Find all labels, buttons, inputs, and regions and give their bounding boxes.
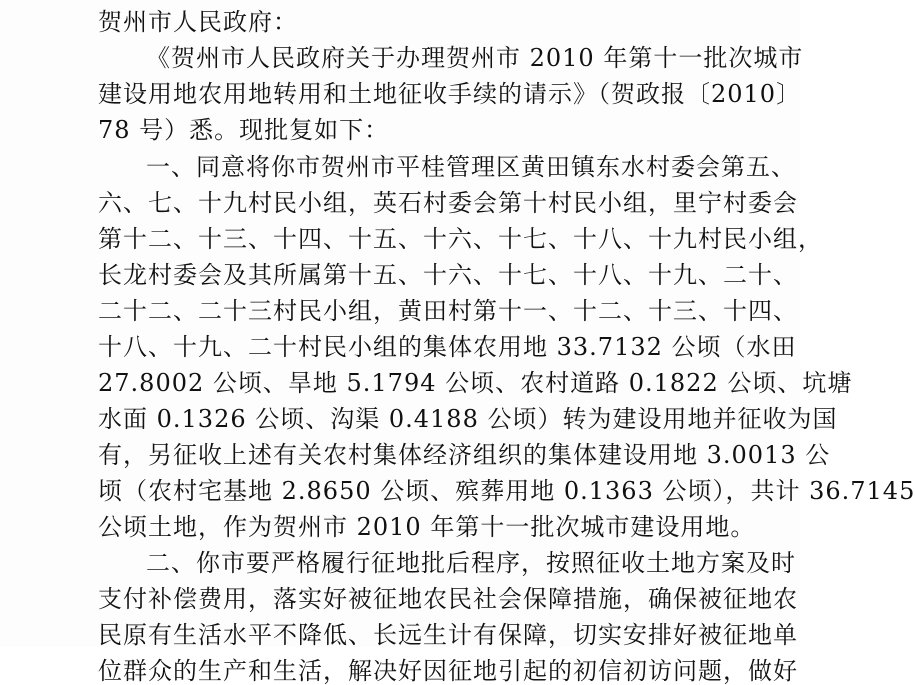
salutation-line: 贺州市人民政府： [98, 8, 298, 36]
body-text-line: 民原有生活水平不降低、长远生计有保障，切实安排好被征地单 [98, 621, 798, 649]
body-text-line: 支付补偿费用，落实好被征地农民社会保障措施，确保被征地农 [98, 585, 798, 613]
body-text-line: 27.8002 公顷、旱地 5.1794 公顷、农村道路 0.1822 公顷、坑塘 [98, 369, 853, 397]
body-text-line: 一、同意将你市贺州市平桂管理区黄田镇东水村委会第五、 [146, 153, 796, 181]
body-text-line-clipped: 位群众的生产和生活，解决好因征地引起的初信初访问题，做好 [98, 657, 798, 685]
body-text-line: 顷（农村宅基地 2.8650 公顷、殡葬用地 0.1363 公顷），共计 36.7145 [98, 477, 915, 505]
body-text-line: 有，另征收上述有关农村集体经济组织的集体建设用地 3.0013 公 [98, 441, 831, 469]
body-text-line: 第十二、十三、十四、十五、十六、十七、十八、十九村民小组， [98, 225, 823, 253]
body-text-line: 78 号）悉。现批复如下： [98, 116, 390, 144]
body-text-line: 二、你市要严格履行征地批后程序，按照征收土地方案及时 [146, 549, 796, 577]
body-text-line: 建设用地农用地转用和土地征收手续的请示》（贺政报〔2010〕 [98, 80, 802, 108]
body-text-line: 六、七、十九村民小组，英石村委会第十村民小组，里宁村委会 [98, 189, 798, 217]
body-text-line: 二十二、二十三村民小组，黄田村第十一、十二、十三、十四、 [98, 297, 798, 325]
body-text-line: 长龙村委会及其所属第十五、十六、十七、十八、十九、二十、 [98, 261, 798, 289]
body-text-line: 十八、十九、二十村民小组的集体农用地 33.7132 公顷（水田 [98, 333, 797, 361]
body-text-line: 公顷土地，作为贺州市 2010 年第十一批次城市建设用地。 [98, 513, 756, 541]
body-text-line: 《贺州市人民政府关于办理贺州市 2010 年第十一批次城市 [146, 44, 804, 72]
body-text-line: 水面 0.1326 公顷、沟渠 0.4188 公顷）转为建设用地并征收为国 [98, 405, 838, 433]
